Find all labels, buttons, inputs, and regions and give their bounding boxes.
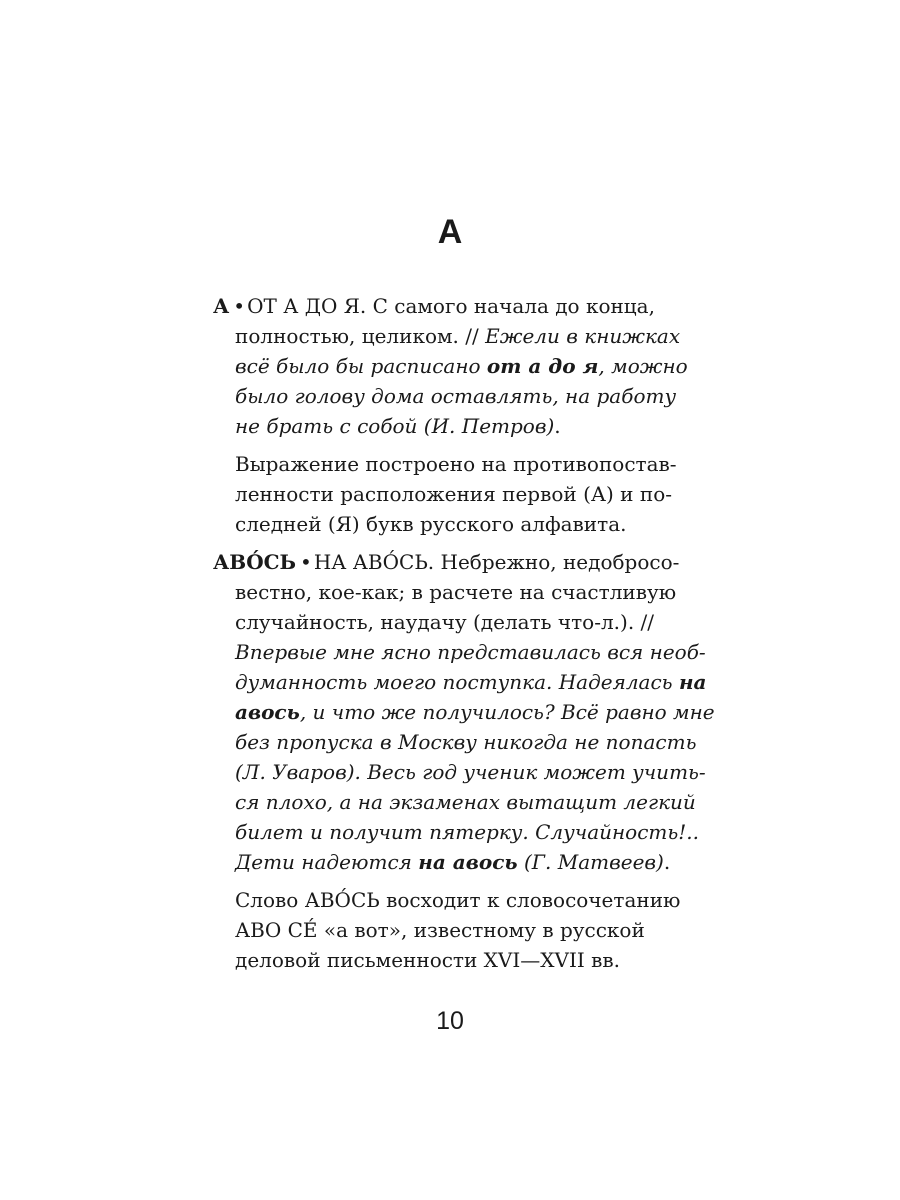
note-line: ленности расположения первой (А) и по- [235, 482, 672, 506]
entry-definition: вестно, кое-как; в расчете на счастливую [235, 580, 677, 604]
entry-example: без пропуска в Москву никогда не попасть [235, 730, 697, 754]
bullet-separator: • [233, 294, 246, 318]
note-line: Слово АВО́СЬ восходит к словосочетанию [235, 888, 681, 912]
entry-example: билет и получит пятерку. Случайность!.. [235, 820, 700, 844]
entry-example-highlight: на авось [418, 850, 518, 874]
etymology-note-avos [213, 885, 703, 975]
etymology-note-a [213, 449, 703, 539]
entry-example: было голову дома оставлять, на работу [235, 384, 677, 408]
dictionary-page-body [213, 291, 715, 983]
entry-definition: случайность, наудачу (делать что-л.). // [235, 610, 655, 634]
entry-example: Впервые мне ясно представилась вся необ- [235, 640, 706, 664]
entry-example: , и что же получилось? Всё равно мне [299, 700, 715, 724]
note-line: АВО СЕ́ «а вот», известному в русской [235, 918, 645, 942]
entry-example-highlight: от а до я [486, 354, 599, 378]
entry-example: всё было бы расписано [235, 354, 481, 378]
entry-definition: Небрежно, недобросо- [440, 550, 680, 574]
bullet-separator: • [300, 550, 312, 574]
entry-example-highlight: на [678, 670, 707, 694]
entry-example: (Г. Матвеев) [523, 850, 664, 874]
entry-headword: А [213, 294, 230, 318]
dictionary-entry-avos [213, 547, 715, 877]
entry-example-end: . [554, 414, 561, 438]
entry-idiom: НА АВО́СЬ. [313, 550, 435, 574]
entry-definition: полностью, целиком. // [235, 324, 479, 348]
entry-example-highlight: авось [235, 700, 300, 724]
section-letter-heading: А [437, 213, 463, 251]
entry-example: не брать с собой (И. Петров) [235, 414, 555, 438]
entry-example: , можно [598, 354, 688, 378]
dictionary-entry-a [213, 291, 703, 441]
entry-definition: С самого начала до конца, [372, 294, 655, 318]
entry-example: Ежели в книжках [485, 324, 681, 348]
page-number: 10 [436, 1007, 464, 1035]
note-line: Выражение построено на противопостав- [235, 452, 677, 476]
note-line: следней (Я) букв русского алфавита. [235, 512, 627, 536]
note-line: деловой письменности XVI—XVII вв. [235, 948, 620, 972]
entry-headword: АВО́СЬ [213, 550, 297, 574]
entry-example-end: . [663, 850, 671, 874]
entry-example: ся плохо, а на экзаменах вытащит легкий [235, 790, 696, 814]
entry-idiom: ОТ А ДО Я. [247, 294, 367, 318]
entry-example: (Л. Уваров). Весь год ученик может учить- [235, 760, 706, 784]
entry-example: думанность моего поступка. Надеялась [235, 670, 673, 694]
entry-example: Дети надеются [235, 850, 412, 874]
